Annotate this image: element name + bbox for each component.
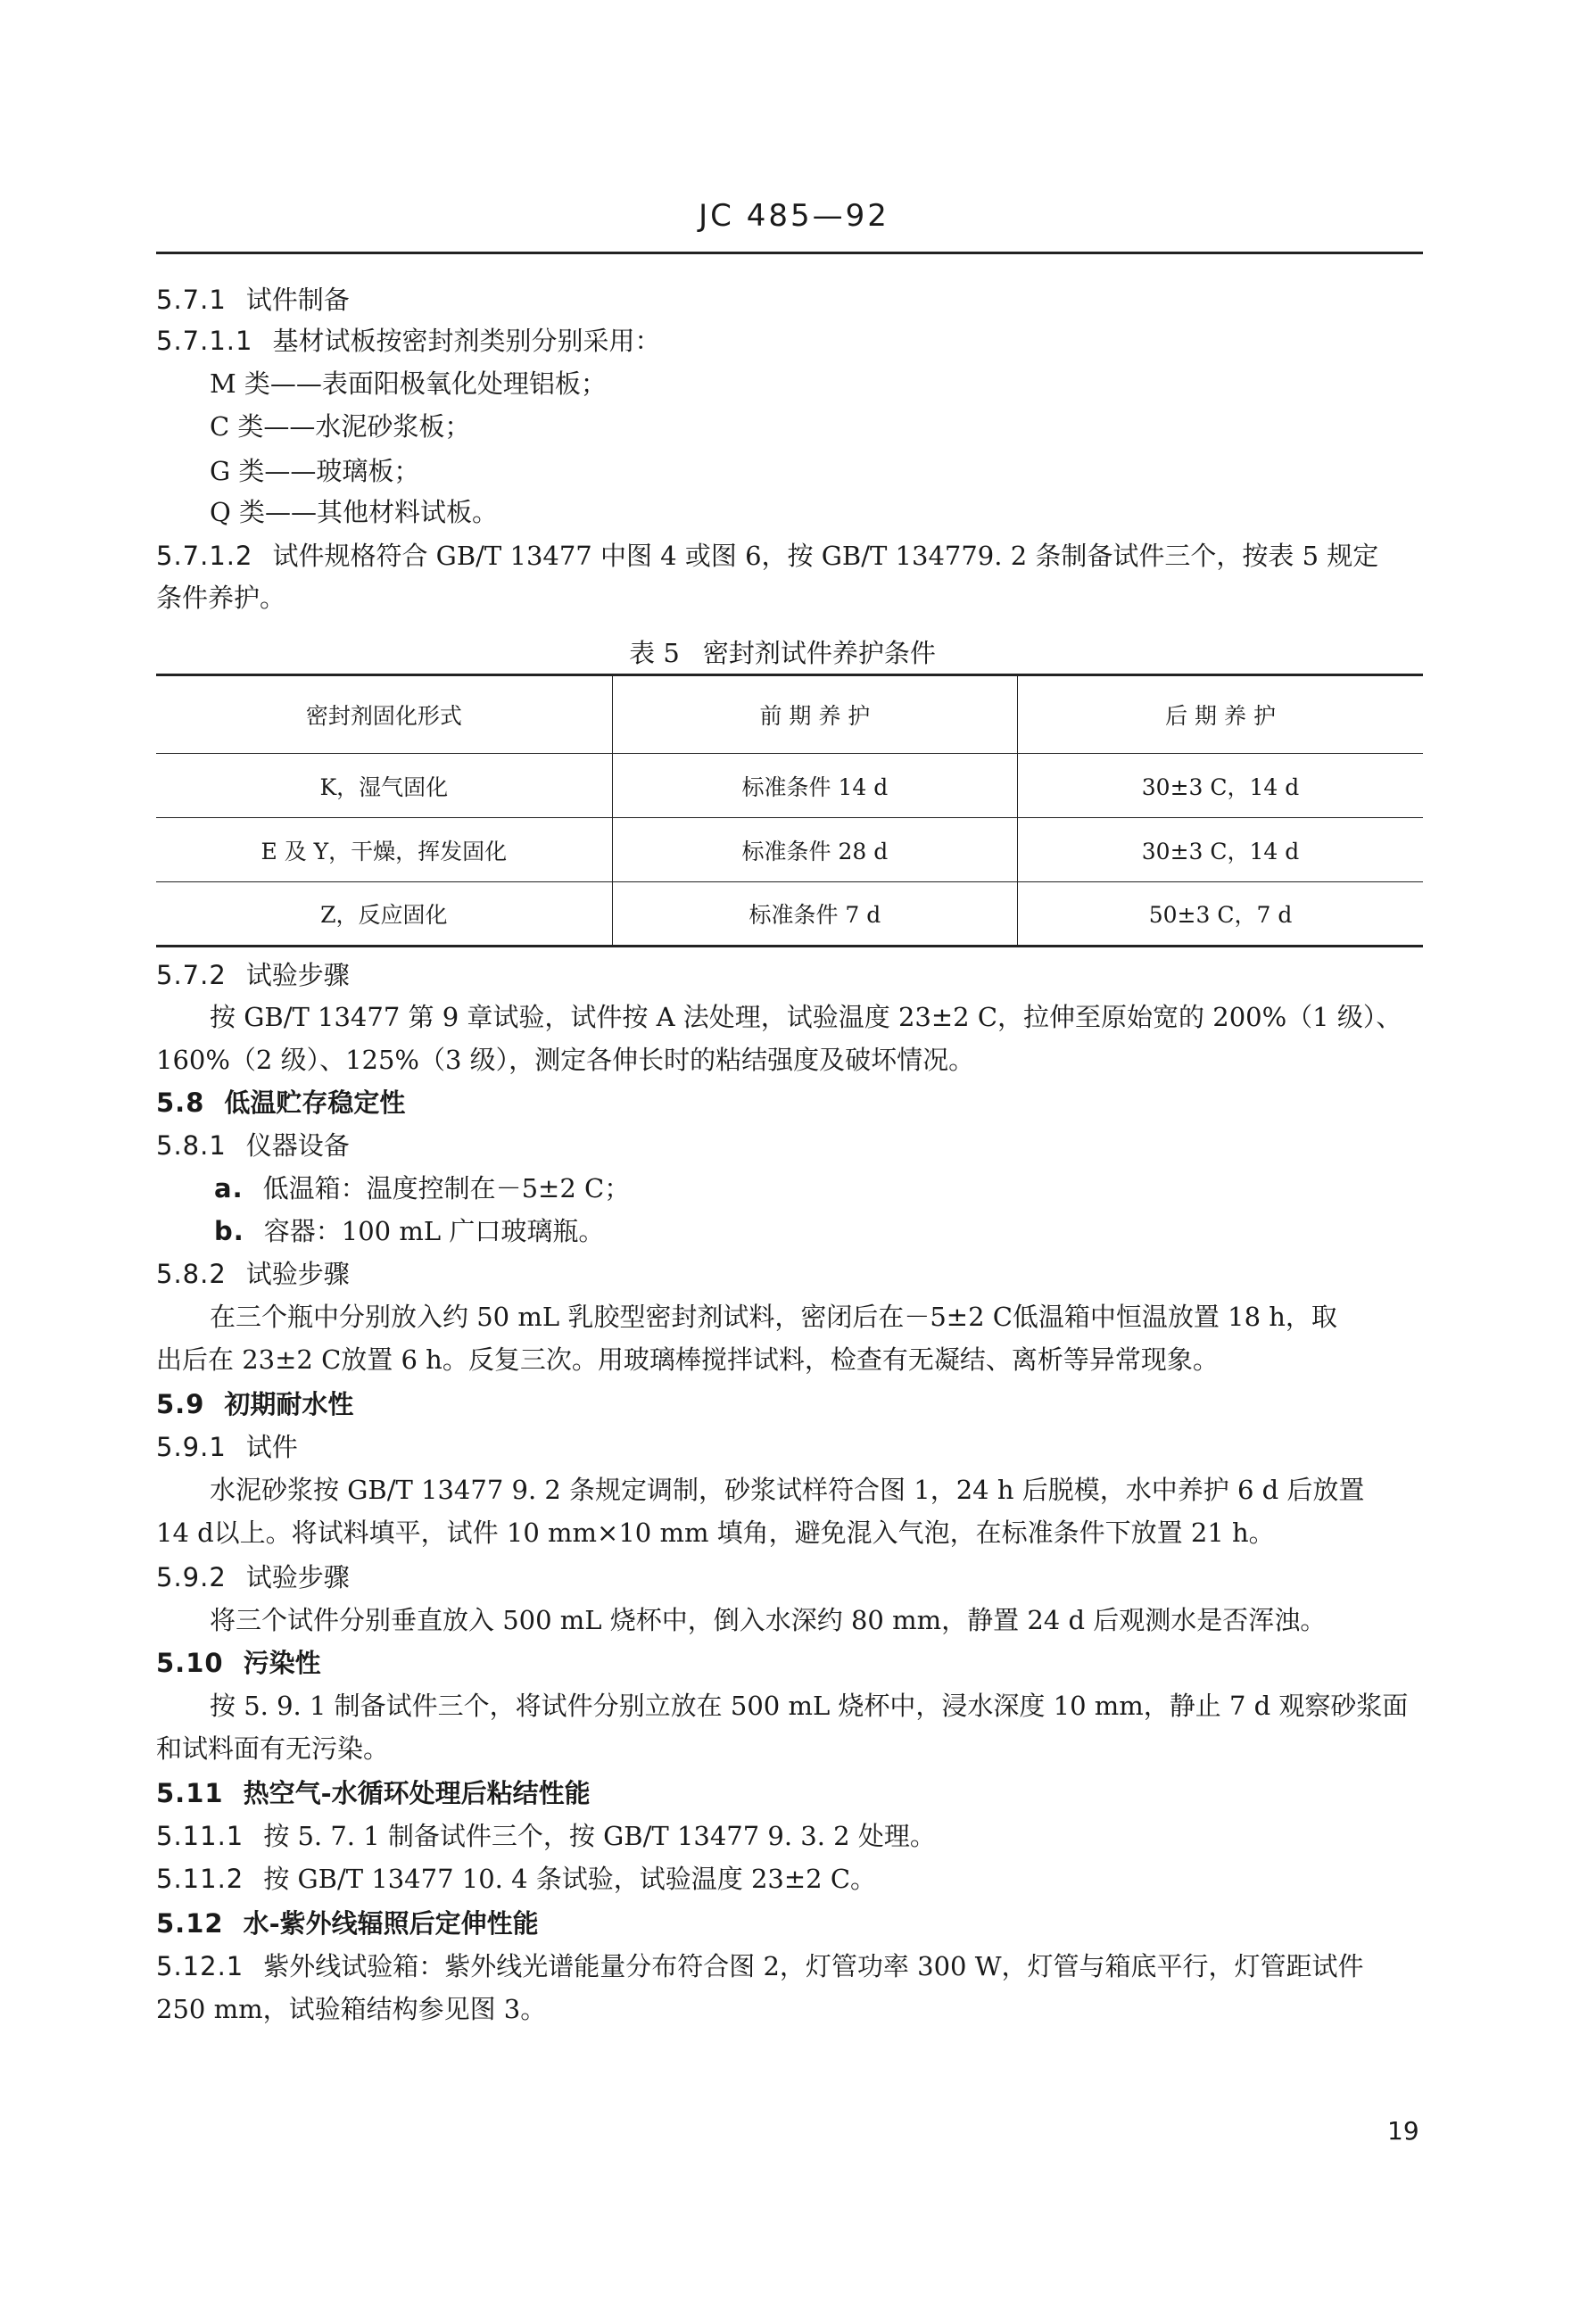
section-heading: 5.10 污染性 xyxy=(156,1648,321,1678)
table-cell: K，湿气固化 xyxy=(156,754,612,818)
table-row xyxy=(156,818,1423,882)
text-line: 5.9.1 试件 xyxy=(156,1432,298,1462)
text-line: 按 GB/T 13477 第 9 章试验，试件按 A 法处理，试验温度 23±2 C，拉伸至原始宽的 200%（1 级）、 xyxy=(210,1002,1402,1032)
text-line: 和试料面有无污染。 xyxy=(156,1733,390,1764)
column-header: 密封剂固化形式 xyxy=(156,675,612,754)
standard-header: JC 485—92 xyxy=(699,198,889,234)
section-heading: 5.8 低温贮存稳定性 xyxy=(156,1088,406,1118)
text-line: 出后在 23±2 C放置 6 h。反复三次。用玻璃棒搅拌试料，检查有无凝结、离析等异常现象。 xyxy=(156,1344,1219,1375)
table-cell: 30±3 C，14 d xyxy=(1018,818,1423,882)
section-heading: 5.11 热空气-水循环处理后粘结性能 xyxy=(156,1778,591,1808)
table-cell: 30±3 C，14 d xyxy=(1018,754,1423,818)
column-header: 前 期 养 护 xyxy=(612,675,1017,754)
text-line: 5.8.2 试验步骤 xyxy=(156,1259,350,1289)
text-line: M 类——表面阳极氧化处理铝板； xyxy=(210,368,607,399)
header-rule xyxy=(156,252,1423,254)
text-line: 5.9.2 试验步骤 xyxy=(156,1562,350,1592)
table-caption: 表 5 密封剂试件养护条件 xyxy=(629,638,936,668)
text-line: 160%（2 级）、125%（3 级），测定各伸长时的粘结强度及破坏情况。 xyxy=(156,1045,975,1075)
text-line: 5.7.1 试件制备 xyxy=(156,285,350,315)
list-item: b. 容器：100 mL 广口玻璃瓶。 xyxy=(214,1216,605,1246)
text-line: 5.7.2 试验步骤 xyxy=(156,960,350,990)
text-line: 条件养护。 xyxy=(156,583,286,613)
text-line: 5.11.1 按 5. 7. 1 制备试件三个，按 GB/T 13477 9. 3. 2 处理。 xyxy=(156,1821,936,1851)
list-item: a. 低温箱：温度控制在－5±2 C； xyxy=(214,1173,631,1203)
text-line: 5.11.2 按 GB/T 13477 10. 4 条试验，试验温度 23±2 C。 xyxy=(156,1864,877,1894)
section-heading: 5.12 水-紫外线辐照后定伸性能 xyxy=(156,1908,539,1939)
text-line: 在三个瓶中分别放入约 50 mL 乳胶型密封剂试料，密闭后在－5±2 C低温箱中恒温放置 18 h，取 xyxy=(210,1302,1337,1332)
text-line: G 类——玻璃板； xyxy=(210,456,420,486)
table-row xyxy=(156,882,1423,947)
table-cell: 50±3 C，7 d xyxy=(1018,882,1423,947)
table-cell: E 及 Y，干燥，挥发固化 xyxy=(156,818,612,882)
text-line: 5.8.1 仪器设备 xyxy=(156,1130,350,1161)
column-header: 后 期 养 护 xyxy=(1018,675,1423,754)
curing-conditions-table xyxy=(156,674,1423,947)
text-line: C 类——水泥砂浆板； xyxy=(210,411,471,442)
table-cell: 标准条件 14 d xyxy=(612,754,1017,818)
section-heading: 5.9 初期耐水性 xyxy=(156,1389,354,1419)
text-line: 水泥砂浆按 GB/T 13477 9. 2 条规定调制，砂浆试样符合图 1，24 h 后脱模，水中养护 6 d 后放置 xyxy=(210,1475,1365,1505)
text-line: 5.12.1 紫外线试验箱：紫外线光谱能量分布符合图 2，灯管功率 300 W，灯管与箱底平行，灯管距试件 xyxy=(156,1951,1364,1981)
text-line: Q 类——其他材料试板。 xyxy=(210,497,498,527)
text-line: 14 d以上。将试料填平，试件 10 mm×10 mm 填角，避免混入气泡，在标准条件下放置 21 h。 xyxy=(156,1518,1275,1548)
page-number: 19 xyxy=(1387,2116,1419,2146)
table-cell: 标准条件 7 d xyxy=(612,882,1017,947)
text-line: 5.7.1.2 试件规格符合 GB/T 13477 中图 4 或图 6，按 GB/T 134779. 2 条制备试件三个，按表 5 规定 xyxy=(156,541,1379,571)
table-cell: Z，反应固化 xyxy=(156,882,612,947)
table-cell: 标准条件 28 d xyxy=(612,818,1017,882)
text-line: 将三个试件分别垂直放入 500 mL 烧杯中，倒入水深约 80 mm，静置 24 d 后观测水是否浑浊。 xyxy=(210,1605,1327,1635)
table-row xyxy=(156,754,1423,818)
text-line: 按 5. 9. 1 制备试件三个，将试件分别立放在 500 mL 烧杯中，浸水深度 10 mm，静止 7 d 观察砂浆面 xyxy=(210,1691,1409,1721)
text-line: 250 mm，试验箱结构参见图 3。 xyxy=(156,1994,547,2024)
table-header-row xyxy=(156,675,1423,754)
text-line: 5.7.1.1 基材试板按密封剂类别分别采用： xyxy=(156,326,661,356)
